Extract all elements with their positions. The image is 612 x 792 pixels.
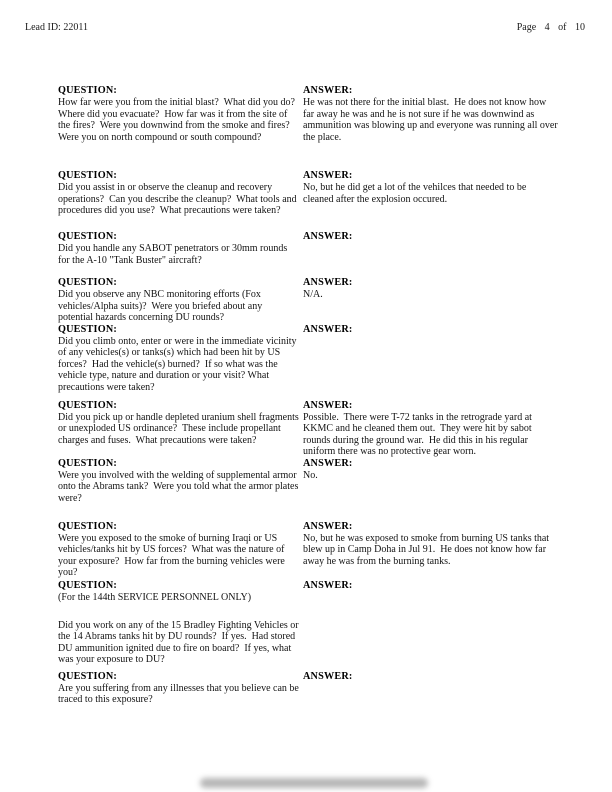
question-heading: QUESTION: xyxy=(58,457,117,469)
question-text: Did you handle any SABOT penetrators or 30mm rounds for the A-10 "Tank Buster" aircraft? xyxy=(58,243,290,266)
of-word: of xyxy=(558,22,567,33)
question-heading: QUESTION: xyxy=(58,579,117,591)
question-text: Did you work on any of the 15 Bradley Fighting Vehicles or the 14 Abrams tanks hit by DU rounds? If yes. Had stored DU ammunition ignited due to fire on board? If yes, what was your exposure to DU? xyxy=(58,619,302,665)
answer-heading: ANSWER: xyxy=(303,579,353,591)
answer-cell xyxy=(303,671,562,683)
question-cell xyxy=(58,580,303,604)
qa-row xyxy=(58,458,562,521)
question-heading: QUESTION: xyxy=(58,670,117,682)
answer-cell xyxy=(303,521,562,568)
answer-cell xyxy=(303,324,562,336)
question-cell xyxy=(58,277,303,324)
qa-row xyxy=(58,400,562,458)
question-cell xyxy=(58,458,303,505)
page-number xyxy=(517,22,585,33)
answer-heading: ANSWER: xyxy=(303,231,353,242)
page-header xyxy=(25,22,585,33)
question-text: Were you exposed to the smoke of burning Iraqi or US vehicles/tanks hit by US forces? What was the nature of your exposure? How far from the burning vehicles were you? xyxy=(58,532,288,578)
answer-heading: ANSWER: xyxy=(303,520,353,532)
question-heading: QUESTION: xyxy=(58,231,117,242)
answer-cell xyxy=(303,231,562,243)
question-text: Did you climb onto, enter or were in the immediate vicinity of any vehicles(s) or tanks(s) which had been hit by US forces? Had the vehicle(s) burned? If so what was the vehicle type, nature and duration or your visit? What precautions were taken? xyxy=(58,335,300,393)
question-text: Are you suffering from any illnesses that you believe can be traced to this exposure? xyxy=(58,682,302,705)
question-heading: QUESTION: xyxy=(58,170,117,181)
question-text: Did you assist in or observe the cleanup and recovery operations? Can you describe the cleanup? What tools and procedures did you use? What precautions were taken? xyxy=(58,182,300,216)
question-text: Did you observe any NBC monitoring efforts (Fox vehicles/Alpha suits)? Were you briefed about any potential hazards concerning DU rounds? xyxy=(58,289,265,323)
qa-row xyxy=(58,85,562,170)
answer-heading: ANSWER: xyxy=(303,323,353,335)
qa-row xyxy=(58,620,562,671)
answer-text: No. xyxy=(303,469,318,481)
answer-heading: ANSWER: xyxy=(303,670,353,682)
answer-heading: ANSWER: xyxy=(303,277,353,288)
question-cell xyxy=(58,231,303,266)
answer-cell xyxy=(303,458,562,482)
question-heading: QUESTION: xyxy=(58,323,117,335)
question-heading: QUESTION: xyxy=(58,520,117,532)
answer-text: Possible. There were T-72 tanks in the retrograde yard at KKMC and he cleaned them out. They were hit by sabot rounds during the ground war. He did this in his regular uniform there was no protective gear worn. xyxy=(303,411,535,457)
answer-heading: ANSWER: xyxy=(303,457,353,469)
answer-heading: ANSWER: xyxy=(303,399,353,411)
question-heading: QUESTION: xyxy=(58,85,117,96)
qa-list xyxy=(58,85,562,706)
scan-smudge-artifact xyxy=(200,778,428,788)
page-word: Page xyxy=(516,22,537,33)
question-cell xyxy=(58,620,303,666)
answer-heading: ANSWER: xyxy=(303,85,353,96)
answer-cell xyxy=(303,580,562,592)
question-text: Were you involved with the welding of supplemental armor onto the Abrams tank? Were you told what the armor plates were? xyxy=(58,469,301,504)
question-text: (For the 144th SERVICE PERSONNEL ONLY) xyxy=(58,591,252,603)
question-text: Did you pick up or handle depleted uranium shell fragments or unexploded US ordinance? These include propellant charges and fuses. What precautions were taken? xyxy=(58,411,302,446)
answer-text: He was not there for the initial blast. He does not know how far away he was and he is not sure if he was downwind as ammunition was blowing up and everyone was running all over the place. xyxy=(303,97,561,143)
qa-row xyxy=(58,231,562,277)
qa-row xyxy=(58,277,562,324)
lead-id-label: Lead ID: 22011 xyxy=(25,22,88,33)
question-cell xyxy=(58,170,303,217)
page-current: 4 xyxy=(544,22,550,33)
question-cell xyxy=(58,671,303,706)
answer-text: No, but he was exposed to smoke from burning US tanks that blew up in Camp Doha in Jul 91. He does not know how far away he was from the burning tanks. xyxy=(303,532,552,567)
question-cell xyxy=(58,400,303,447)
answer-cell xyxy=(303,85,562,143)
question-text: How far were you from the initial blast? What did you do? Where did you evacuate? How far was it from the site of the fires? Were you downwind from the smoke and fires? Were you on north compound or south compound? xyxy=(58,97,300,143)
answer-cell xyxy=(303,170,562,205)
answer-text: No, but he did get a lot of the vehilces that needed to be cleaned after the explosion occured. xyxy=(303,182,529,205)
question-cell xyxy=(58,324,303,394)
qa-row xyxy=(58,671,562,706)
qa-row xyxy=(58,170,562,231)
answer-text: N/A. xyxy=(303,289,323,300)
answer-cell xyxy=(303,400,562,458)
qa-row xyxy=(58,580,562,620)
question-heading: QUESTION: xyxy=(58,399,117,411)
page-total: 10 xyxy=(575,22,585,33)
qa-row xyxy=(58,324,562,400)
question-heading: QUESTION: xyxy=(58,277,117,288)
qa-row xyxy=(58,521,562,580)
answer-cell xyxy=(303,277,562,301)
question-cell xyxy=(58,85,303,143)
question-cell xyxy=(58,521,303,579)
answer-heading: ANSWER: xyxy=(303,170,353,181)
